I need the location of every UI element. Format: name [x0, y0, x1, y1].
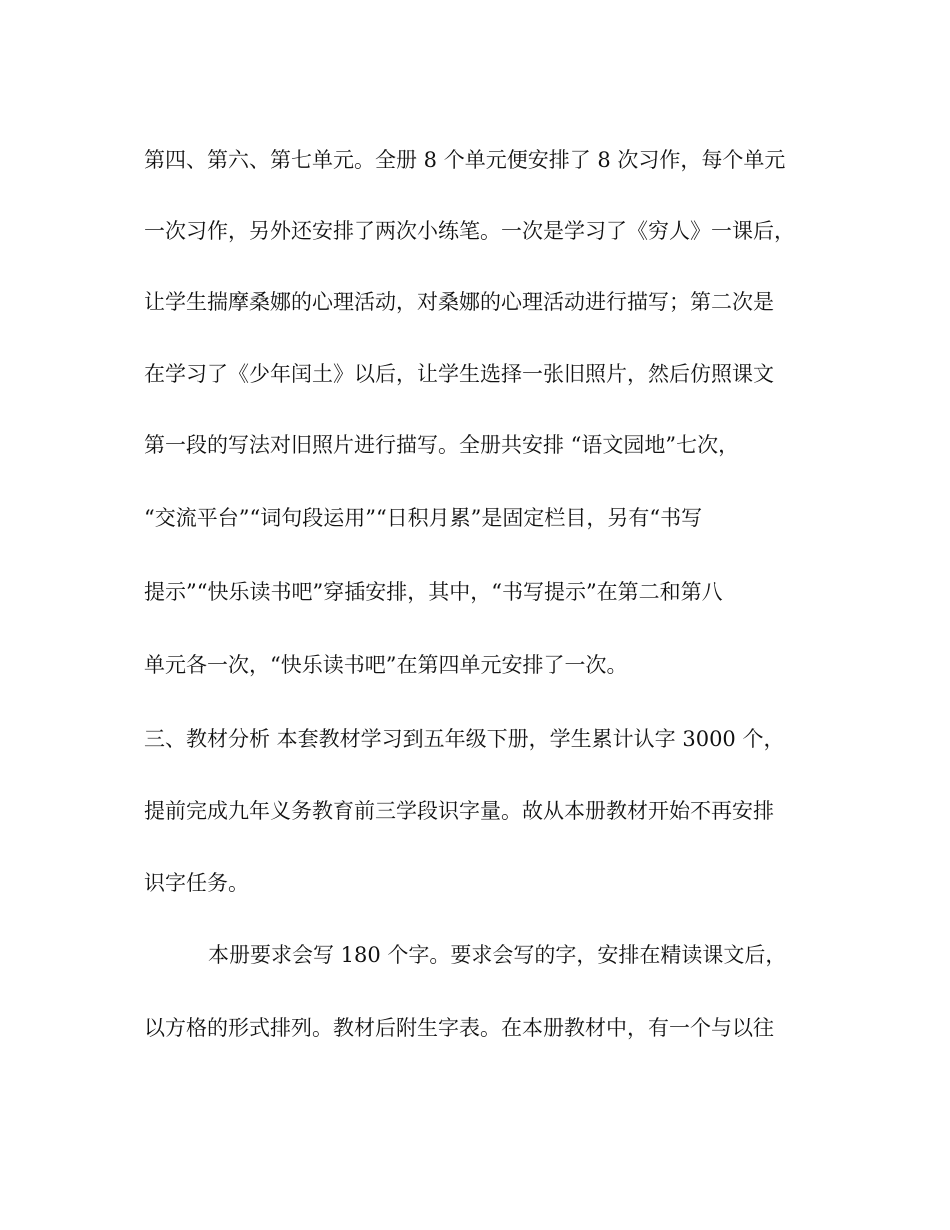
- text-line-3: 让学生揣摩桑娜的心理活动，对桑娜的心理活动进行描写；第二次是: [144, 290, 774, 314]
- text-line-11: 识字任务。: [144, 871, 249, 895]
- section-heading-line: 三、教材分析 本套教材学习到五年级下册，学生累计认字 3000 个，: [144, 727, 785, 751]
- text-line-10: 提前完成九年义务教育前三学段识字量。故从本册教材开始不再安排: [144, 799, 774, 823]
- text-line-13: 以方格的形式排列。教材后附生字表。在本册教材中，有一个与以往: [144, 1016, 774, 1040]
- paragraph-start-line: 本册要求会写 180 个字。要求会写的字，安排在精读课文后，: [208, 943, 787, 967]
- text-line-8: 单元各一次，“快乐读书吧”在第四单元安排了一次。: [144, 653, 628, 677]
- text-line-4: 在学习了《少年闰土》以后，让学生选择一张旧照片，然后仿照课文: [144, 362, 774, 386]
- text-line-7: 提示”“快乐读书吧”穿插安排，其中，“书写提示”在第二和第八: [144, 580, 723, 604]
- text-line-5: 第一段的写法对旧照片进行描写。全册共安排 “语文园地”七次，: [144, 433, 740, 457]
- text-line-6: “交流平台”“词句段运用”“日积月累”是固定栏目，另有“书写: [144, 506, 703, 530]
- text-line-1: 第四、第六、第七单元。全册 8 个单元便安排了 8 次习作，每个单元: [144, 148, 786, 172]
- text-line-2: 一次习作，另外还安排了两次小练笔。一次是学习了《穷人》一课后，: [144, 219, 795, 243]
